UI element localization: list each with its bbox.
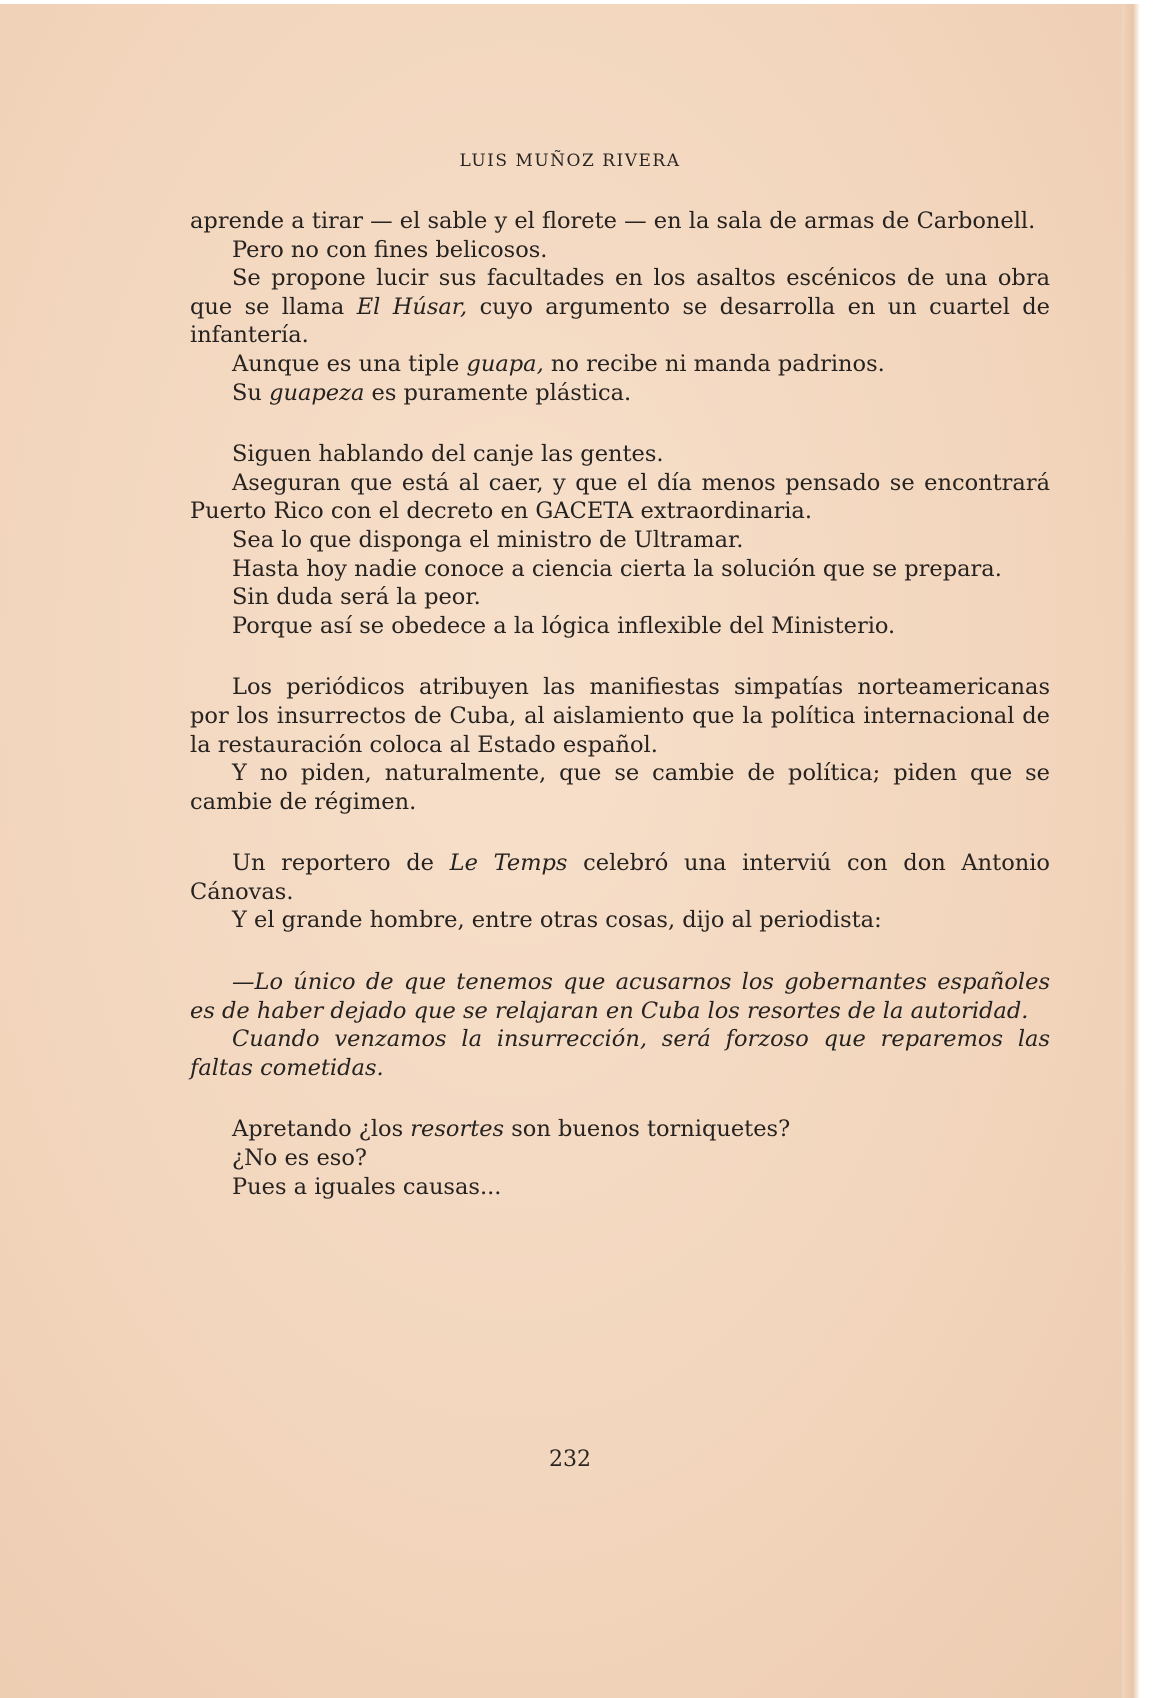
paragraph: Siguen hablando del canje las gentes. bbox=[232, 441, 664, 468]
running-header: LUIS MUÑOZ RIVERA bbox=[459, 151, 681, 171]
paragraph: ¿No es eso? bbox=[232, 1145, 367, 1172]
page-number: 232 bbox=[549, 1447, 591, 1472]
paragraph: Aseguran que está al caer, y que el día menos pensado se encontrará Puerto Rico con el decreto en GACETA extraordinaria. bbox=[190, 469, 1050, 525]
paragraph: Los periódicos atribuyen las manifiestas simpatías norteamericanas por los insurrectos de Cuba, al aislamiento que la política internacional de la restauración coloca al Estado español. bbox=[190, 674, 1050, 758]
paragraph: Sea lo que disponga el ministro de Ultramar. bbox=[232, 526, 744, 553]
page-edge bbox=[1122, 4, 1140, 1698]
quote-paragraph: Cuando venzamos la insurrección, será forzoso que reparemos las faltas cometidas. bbox=[190, 1026, 1050, 1081]
section-gap bbox=[190, 1082, 1050, 1115]
body-text bbox=[190, 207, 1050, 1201]
paragraph: Hasta hoy nadie conoce a ciencia cierta la solución que se prepara. bbox=[232, 555, 1002, 582]
book-page bbox=[0, 4, 1140, 1698]
paragraph: Apretando ¿los resortes son buenos torniquetes? bbox=[232, 1116, 791, 1143]
paragraph: Y no piden, naturalmente, que se cambie de política; piden que se cambie de régimen. bbox=[190, 760, 1050, 815]
section-gap bbox=[190, 640, 1050, 673]
paragraph: Un reportero de Le Temps celebró una interviú con don Antonio Cánovas. bbox=[190, 850, 1050, 905]
paragraph: Sin duda será la peor. bbox=[232, 584, 481, 611]
paragraph: Y el grande hombre, entre otras cosas, dijo al periodista: bbox=[232, 907, 882, 934]
paragraph: Se propone lucir sus facultades en los asaltos escénicos de una obra que se llama El Húsar, cuyo argumento se desarrolla en un cuartel de infantería. bbox=[190, 265, 1050, 349]
paragraph: aprende a tirar — el sable y el florete — en la sala de armas de Carbonell. bbox=[190, 208, 1036, 234]
section-gap bbox=[190, 935, 1050, 968]
quote-paragraph: —Lo único de que tenemos que acusarnos los gobernantes españoles es de haber dejado que se relajaran en Cuba los resortes de la autoridad. bbox=[190, 969, 1050, 1024]
paragraph: Porque así se obedece a la lógica inflexible del Ministerio. bbox=[232, 612, 896, 639]
paragraph: Aunque es una tiple guapa, no recibe ni manda padrinos. bbox=[232, 350, 885, 377]
paragraph: Pues a iguales causas... bbox=[232, 1173, 502, 1200]
section-gap bbox=[190, 407, 1050, 440]
paragraph: Pero no con fines belicosos. bbox=[232, 236, 548, 263]
paragraph: Su guapeza es puramente plástica. bbox=[232, 379, 632, 406]
section-gap bbox=[190, 816, 1050, 849]
